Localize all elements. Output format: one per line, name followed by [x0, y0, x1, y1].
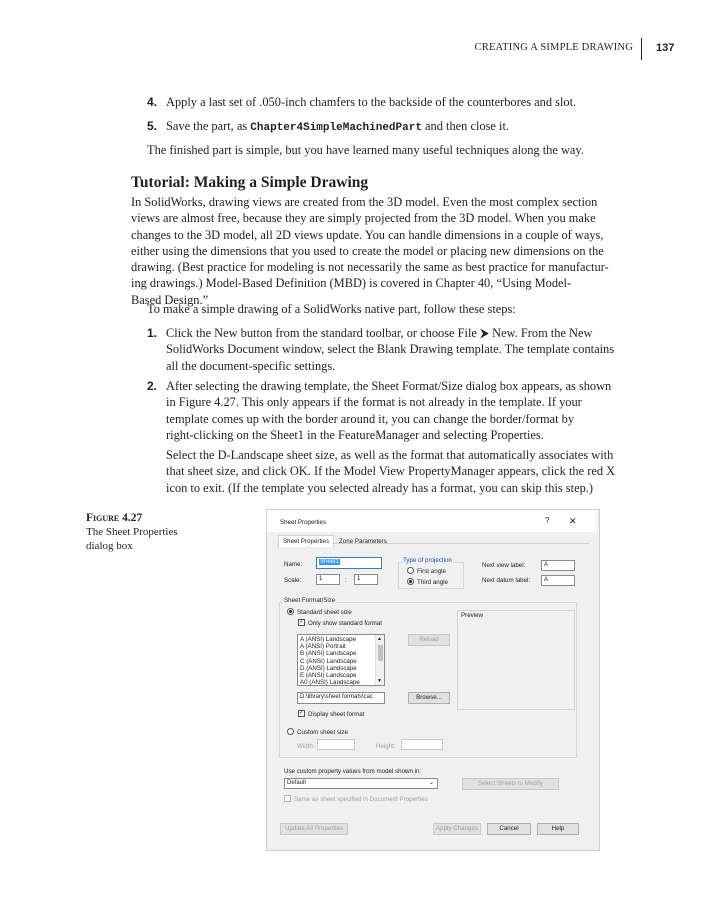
next-view-label: Next view label:	[482, 562, 526, 569]
running-title: CREATING A SIMPLE DRAWING	[474, 42, 633, 53]
step-line: SolidWorks Document window, select the Blank Drawing template. The template contains	[166, 342, 615, 357]
display-format-label: Display sheet format	[308, 711, 365, 718]
figure-label: Figure 4.27	[86, 512, 143, 524]
tab-zone-parameters[interactable]: Zone Parameters	[339, 538, 387, 545]
first-angle-radio[interactable]	[407, 567, 414, 574]
scale-separator: :	[345, 577, 347, 584]
custom-property-label: Use custom property values from model shown in:	[284, 768, 422, 775]
paragraph-line: icon to exit. (If the template you selected already has a format, you can skip this step.)	[166, 480, 593, 495]
paragraph-line: either using the dimensions that you used to create the model or placing new dimensions on the	[131, 243, 604, 258]
step-text: Save the part, as	[166, 119, 251, 133]
list-scrollbar[interactable]	[375, 635, 384, 685]
tutorial-paragraph	[131, 194, 609, 308]
third-angle-label: Third angle	[417, 579, 448, 586]
same-as-sheet-label: Same as sheet specified in Document Properties	[294, 796, 428, 803]
list-item[interactable]: B (ANSI) Landscape	[300, 650, 357, 658]
step-line: all the document-specific settings.	[166, 358, 336, 373]
help-button[interactable]: Help	[537, 823, 579, 835]
sheet-format-group-label: Sheet Format/Size	[284, 597, 336, 604]
reload-button[interactable]: Reload	[408, 634, 450, 646]
standard-size-label: Standard sheet size	[297, 609, 352, 616]
step-text: Apply a last set of .050-inch chamfers to the backside of the counterbores and slot.	[166, 95, 577, 109]
first-angle-label: First angle	[417, 568, 446, 575]
height-label: Height:	[376, 743, 396, 750]
paragraph-line: drawing. (Best practice for modeling is not necessarily the same as best practice for manufactur-	[131, 260, 609, 275]
step-number: 1.	[147, 326, 158, 340]
only-standard-checkbox[interactable]: ✓	[299, 619, 305, 625]
custom-property-value: Default	[287, 780, 307, 786]
step-5	[147, 118, 509, 134]
next-datum-label: Next datum label:	[482, 577, 531, 584]
format-path-input[interactable]: D:\library\sheet formats\cac	[297, 692, 385, 704]
step-line: right-clicking on the Sheet1 in the FeatureManager and selecting Properties.	[166, 427, 544, 442]
chevron-down-icon: ⌄	[428, 780, 434, 786]
name-input-value: Sheet1	[320, 559, 340, 565]
sheet-properties-dialog	[266, 509, 600, 851]
step-number: 4.	[147, 95, 158, 109]
tab-sheet-properties[interactable]: Sheet Properties	[278, 535, 334, 547]
paragraph-line: changes to the 3D model, all 2D views update. You can handle dimensions in a couple of ways,	[131, 227, 604, 242]
step-line: in Figure 4.27. This only appears if the format is not already in the template. If your	[166, 395, 582, 410]
third-angle-radio[interactable]	[407, 578, 414, 585]
caption-line: dialog box	[86, 540, 133, 552]
standard-size-radio[interactable]	[287, 608, 294, 615]
display-format-checkbox[interactable]: ✓	[299, 710, 305, 716]
page-number: 137	[656, 42, 675, 54]
sheet-size-list[interactable]	[297, 634, 385, 686]
step-4	[147, 94, 577, 110]
next-datum-input[interactable]: A	[541, 575, 575, 586]
apply-changes-button[interactable]: Apply Changes	[433, 823, 481, 835]
only-standard-label: Only show standard format	[308, 620, 382, 627]
scroll-down-icon[interactable]: ▼	[377, 678, 382, 684]
step-number: 2.	[147, 379, 158, 393]
paragraph-line: views are almost free, because they are simply projected from the 3D model. When you make	[131, 211, 596, 226]
tutorial-heading: Tutorial: Making a Simple Drawing	[131, 174, 369, 191]
width-label: Width:	[297, 743, 315, 750]
custom-size-label: Custom sheet size	[297, 729, 348, 736]
step-line: template comes up with the border around it, you can change the border/format by	[166, 411, 575, 426]
list-item[interactable]: E (ANSI) Landscape	[300, 672, 357, 680]
scale-denominator-input[interactable]: 1	[354, 574, 378, 585]
name-label: Name:	[284, 561, 303, 568]
step-number: 5.	[147, 119, 158, 133]
paragraph-line: that sheet size, and click OK. If the Model View PropertyManager appears, click the red X	[166, 464, 616, 479]
width-input[interactable]	[317, 739, 355, 750]
list-item[interactable]: A (ANSI) Landscape	[300, 636, 357, 643]
dialog-title: Sheet Properties	[280, 519, 327, 526]
paragraph-line: In SolidWorks, drawing views are created from the 3D model. Even the most complex section	[131, 195, 598, 209]
steps-intro: To make a simple drawing of a SolidWorks native part, follow these steps:	[147, 302, 516, 316]
preview-label: Preview	[461, 612, 484, 619]
finished-paragraph: The finished part is simple, but you have learned many useful techniques along the way.	[147, 143, 584, 157]
step-line: Click the New button from the standard toolbar, or choose File ⮞ New. From the New	[166, 326, 593, 340]
list-item[interactable]: D (ANSI) Landscape	[300, 664, 357, 672]
next-view-input[interactable]: A	[541, 560, 575, 571]
scroll-up-icon[interactable]: ▲	[377, 636, 382, 642]
preview-box	[457, 610, 575, 710]
help-icon[interactable]: ?	[545, 516, 550, 525]
browse-button[interactable]: Browse...	[408, 692, 450, 704]
list-item[interactable]: A0 (ANSI) Landscape	[300, 679, 360, 686]
scale-numerator-input[interactable]: 1	[316, 574, 340, 585]
projection-label: Type of projection	[403, 557, 452, 564]
scrollbar-thumb[interactable]	[378, 645, 383, 661]
scale-label: Scale:	[284, 577, 302, 584]
step-2-subparagraph	[166, 447, 615, 496]
height-input[interactable]	[401, 739, 443, 750]
paragraph-line: Select the D-Landscape sheet size, as well as the format that automatically associates with	[166, 448, 614, 462]
header-divider	[641, 38, 642, 60]
list-item[interactable]: C (ANSI) Landscape	[300, 657, 357, 665]
file-name-code: Chapter4SimpleMachinedPart	[250, 122, 422, 134]
caption-line: The Sheet Properties	[86, 526, 178, 538]
same-as-sheet-checkbox[interactable]	[284, 795, 291, 802]
select-sheets-button[interactable]: Select Sheets to Modify	[462, 778, 559, 790]
custom-property-select[interactable]	[284, 778, 438, 789]
update-all-properties-button[interactable]: Update All Properties	[280, 823, 348, 835]
list-item[interactable]: A (ANSI) Portrait	[300, 643, 346, 651]
paragraph-line: ing drawings.) Model-Based Definition (MBD) is covered in Chapter 40, “Using Model-	[131, 276, 572, 291]
figure-caption	[86, 511, 206, 553]
close-icon[interactable]: ✕	[569, 516, 577, 526]
step-line: After selecting the drawing template, the Sheet Format/Size dialog box appears, as shown	[166, 379, 612, 393]
step-text: and then close it.	[421, 119, 509, 133]
custom-size-radio[interactable]	[287, 728, 294, 735]
paragraph-line: Based Design.”	[131, 292, 209, 307]
name-input[interactable]	[316, 557, 382, 569]
running-header	[0, 42, 717, 56]
cancel-button[interactable]: Cancel	[487, 823, 531, 835]
